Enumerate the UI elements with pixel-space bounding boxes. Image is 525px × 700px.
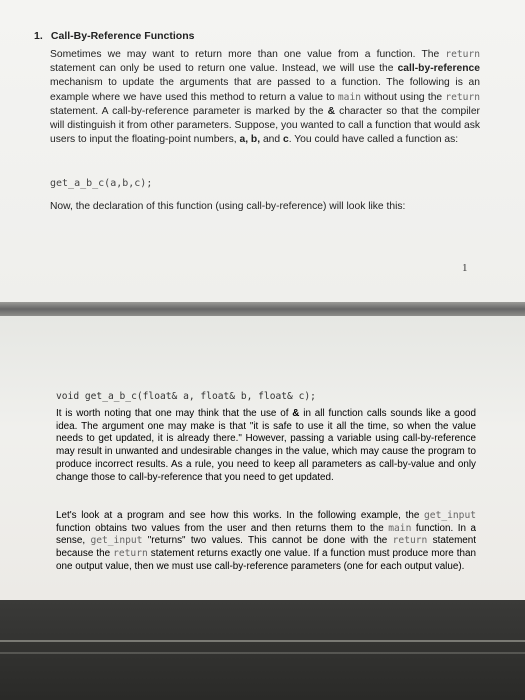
code-return: return — [392, 535, 428, 547]
text-run: function. In a sense, — [56, 522, 477, 547]
code-get-input: get_input — [90, 535, 143, 547]
code-get-input: get_input — [424, 510, 476, 521]
code-main: main — [337, 91, 362, 103]
code-return: return — [445, 49, 480, 60]
text-run: statement can only be used to return one value. Instead, we will use the — [50, 63, 398, 75]
caution-paragraph — [56, 408, 476, 484]
call-example-code: get_a_b_c(a,b,c); — [50, 178, 153, 189]
text-run: It is worth noting that one may think that the use of — [56, 408, 293, 419]
desk-surface — [0, 600, 525, 700]
text-run: Let's look at a program and see how this works. In the following example, the — [56, 510, 425, 521]
code-return: return — [113, 548, 148, 560]
text-run: mechanism to update the arguments that are passed to a function. The following is an example where we have used this method to return a value to — [50, 77, 480, 103]
bold-variable-c: c — [282, 134, 289, 146]
bold-call-by-reference: call-by-reference — [397, 63, 480, 75]
section-heading — [34, 30, 194, 42]
desk-edge-line — [0, 652, 525, 654]
code-return: return — [445, 91, 481, 103]
intro-paragraph — [50, 48, 480, 147]
text-run: statement. A call-by-reference parameter is marked by the — [50, 105, 328, 117]
section-title: Call-By-Reference Functions — [50, 30, 195, 42]
text-run: Sometimes we may want to return more than one value from a function. The — [50, 49, 446, 60]
desk-edge-line — [0, 640, 525, 642]
page-gap — [0, 302, 525, 316]
text-run: character so that the compiler will distinguish it from other parameters. Suppose, you wanted to call a function that would ask users to input the floating-point numbers, — [50, 105, 480, 146]
bold-ampersand: & — [292, 408, 300, 419]
bold-ampersand: & — [327, 105, 336, 117]
text-run: in all function calls sounds like a good idea. The argument one may make is that "it is safe to use it all the time, so when the value needs to get updated, it is already there." However, passing a variable using call-by-reference may result in unwanted and undesirable changes in the value, which may cause the program to produce incorrect results. As a rule, you need to keep all parameters as call-by-value and only change those to call-by-reference that you need to get updated. — [56, 408, 476, 483]
example-paragraph — [56, 510, 476, 574]
text-run: . You could have called a function as: — [288, 134, 459, 146]
bold-variables-ab: a, b, — [239, 134, 261, 146]
text-run: and — [260, 134, 283, 146]
code-main: main — [388, 522, 412, 534]
page-top — [0, 0, 525, 302]
section-number: 1. — [34, 30, 43, 42]
text-run: statement because the — [56, 535, 477, 560]
text-run: function obtains two values from the user and then returns them to the — [56, 522, 389, 534]
declaration-intro-paragraph: Now, the declaration of this function (using call-by-reference) will look like this: — [50, 201, 406, 212]
page-number: 1 — [462, 262, 468, 274]
text-run: "returns" two values. This cannot be done with the — [142, 535, 393, 547]
declaration-code: void get_a_b_c(float& a, float& b, float& c); — [56, 391, 316, 402]
text-run: statement returns exactly one value. If a function must produce more than one output value, then we must use call-by-reference parameters (one for each output value). — [56, 548, 476, 572]
text-run: without using the — [361, 91, 446, 103]
